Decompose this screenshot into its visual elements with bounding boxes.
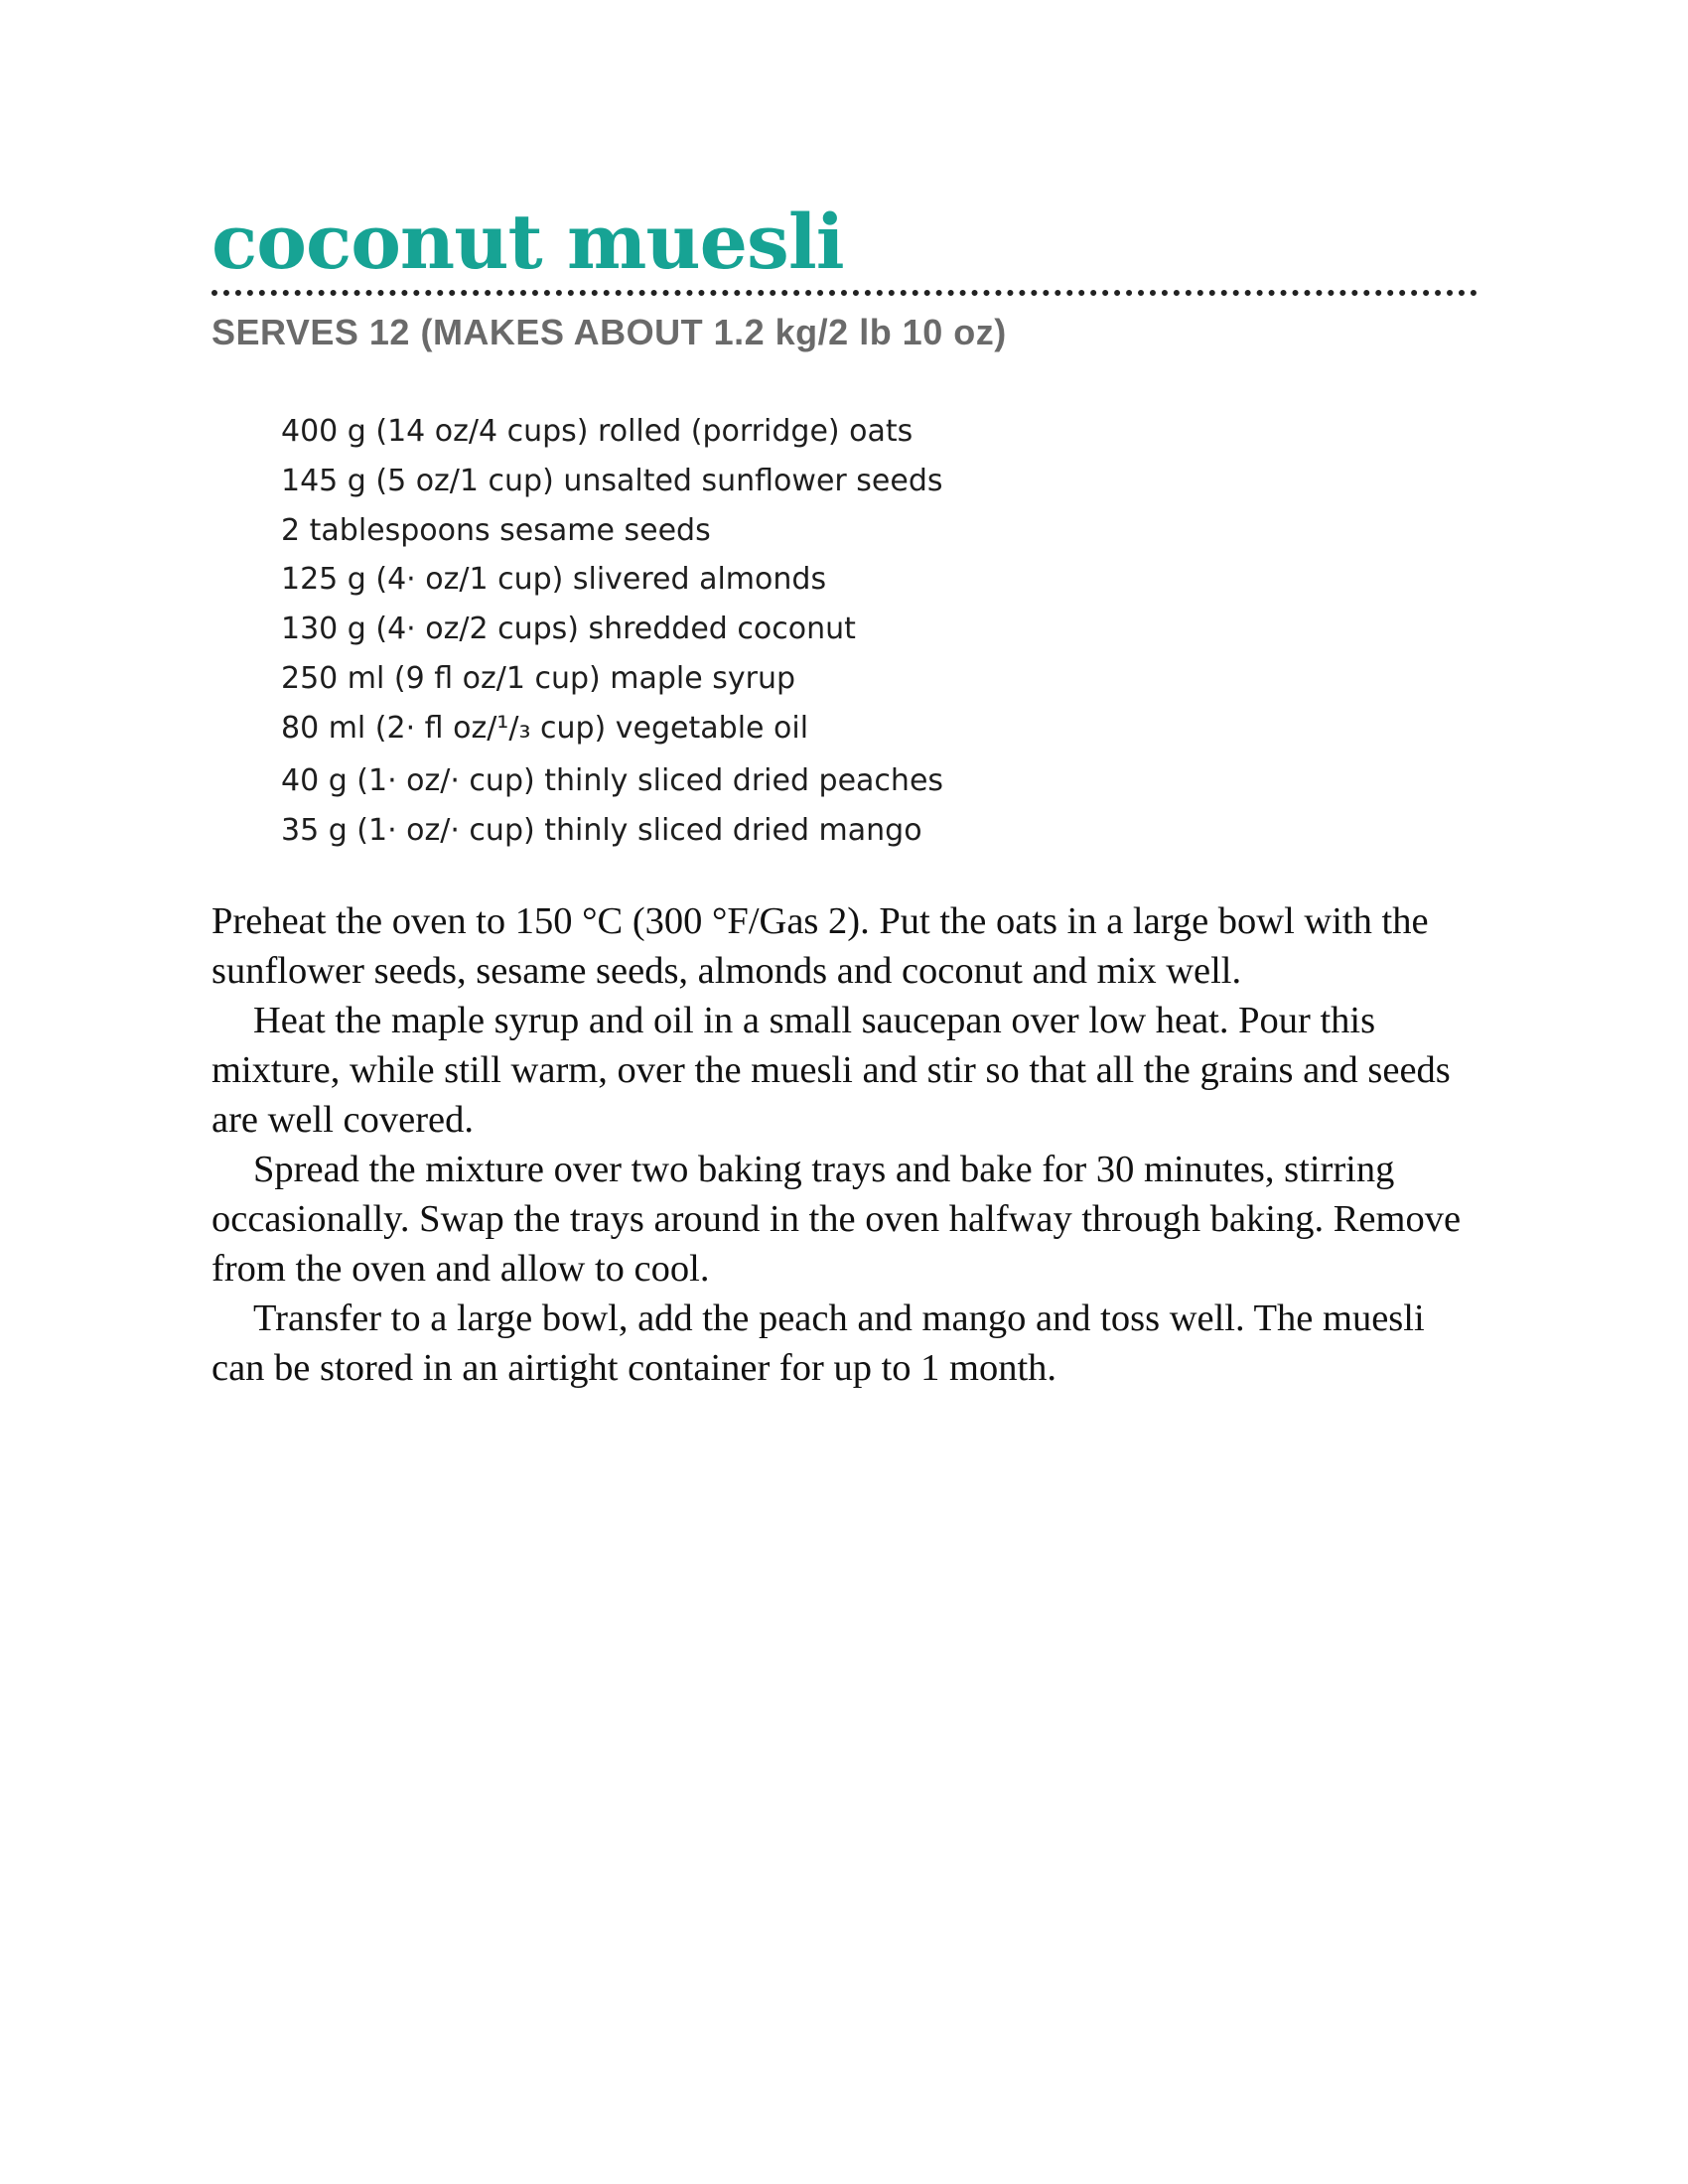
ingredient-item: 125 g (4· oz/1 cup) slivered almonds	[281, 562, 827, 598]
ingredient-item: 2 tablespoons sesame seeds	[281, 512, 711, 548]
ingredient-item: 35 g (1· oz/· cup) thinly sliced dried mango	[281, 812, 922, 848]
ingredient-item: 40 g (1· oz/· cup) thinly sliced dried peaches	[281, 762, 944, 798]
method-paragraph: Heat the maple syrup and oil in a small saucepan over low heat. Pour this mixture, while still warm, over the muesli and stir so that all the grains and seeds are well covered.	[211, 1000, 1451, 1142]
recipe-page	[211, 199, 1477, 1393]
method-paragraph: Spread the mixture over two baking trays and bake for 30 minutes, stirring occasionally. Swap the trays around in the oven halfway through baking. Remove from the oven and allow to cool.	[211, 1149, 1462, 1291]
ingredient-item: 145 g (5 oz/1 cup) unsalted sunflower seeds	[281, 463, 943, 498]
ingredient-item: 400 g (14 oz/4 cups) rolled (porridge) oats	[281, 414, 914, 449]
method-paragraph: Transfer to a large bowl, add the peach and mango and toss well. The muesli can be stored in an airtight container for up to 1 month.	[211, 1297, 1425, 1390]
ingredient-list	[281, 407, 1477, 855]
ingredient-item: 130 g (4· oz/2 cups) shredded coconut	[281, 612, 856, 647]
ingredient-item: 250 ml (9 fl oz/1 cup) maple syrup	[281, 660, 796, 696]
dotted-divider	[211, 290, 1477, 296]
method-paragraph: Preheat the oven to 150 °C (300 °F/Gas 2). Put the oats in a large bowl with the sunflower seeds, sesame seeds, almonds and coconut and mix well.	[211, 900, 1429, 993]
ingredient-item: 80 ml (2· fl oz/¹/₃ cup) vegetable oil	[281, 710, 809, 746]
recipe-title: coconut muesli	[211, 198, 844, 286]
method-section	[211, 896, 1477, 1393]
serves-line: SERVES 12 (MAKES ABOUT 1.2 kg/2 lb 10 oz)	[211, 312, 1007, 352]
